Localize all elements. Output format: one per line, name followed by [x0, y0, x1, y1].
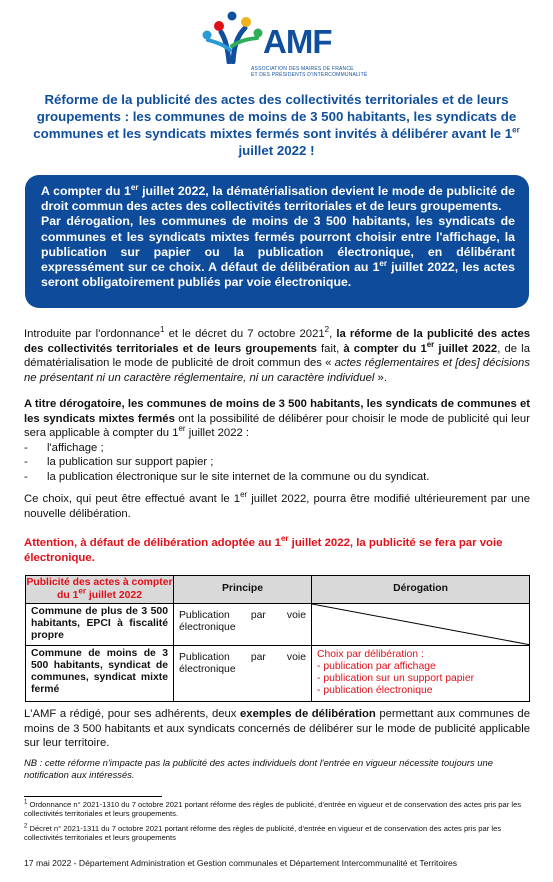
nb-note: NB : cette réforme n'impacte pas la publicité des actes individuels dont l'entrée en vigueur nécessite toujours une notification aux intéressés. [24, 757, 493, 780]
list-item: - la publication électronique sur le site internet de la commune ou du syndicat. [24, 470, 530, 485]
footnote-2: $^2$ Décret n° 2021-1311 du 7 octobre 2021 portant réforme des règles de publicité, d'entrée en vigueur et de conservation des actes pris par les collectivités territoriales et leurs groupements [24, 823, 502, 843]
table-header-publicity: Publicité des actes à compter du 1er juillet 2022 [26, 576, 174, 604]
intro-paragraph: Introduite par l'ordonnance$^1$ et le décret du 7 octobre 2021$^2$, la réforme de la publicité des actes des collectivités territoriales et de leurs groupements fait, à compter du 1er juillet 2022, de la dématérialisation le mode de publicité de droit commun des « actes réglementaires et [des] décisions ne présentant ni un caractère réglementaire, ni un caractère individuel ». [24, 325, 531, 384]
footnote-1: $^1$ Ordonnance n° 2021-1310 du 7 octobre 2021 portant réforme des règles de publicité, d'entrée en vigueur et de conservation des actes pris par les collectivités territoriales et leurs groupements. [24, 799, 522, 819]
logo-wordmark: AMF [263, 23, 332, 60]
table-header-row [26, 576, 530, 604]
logo-tagline: ASSOCIATION DES MAIRES DE FRANCE ET DES PRÉSIDENTS D'INTERCOMMUNALITÉ [251, 66, 368, 78]
diagonal-strike [312, 604, 529, 645]
table-cell-principle: Publication par voie électronique [174, 645, 312, 701]
table-header-derogation: Dérogation [312, 576, 530, 604]
table-header-principle: Principe [174, 576, 312, 604]
list-item: - l'affichage ; [24, 441, 530, 456]
table-row [26, 604, 530, 646]
list-item: - la publication sur support papier ; [24, 455, 530, 470]
amf-examples-paragraph: L'AMF a rédigé, pour ses adhérents, deux exemples de délibération permettant aux communes de moins de 3 500 habitants et aux syndicats concernés de délibérer sur le mode de publicité applicable sur leur territoire. [24, 708, 531, 750]
table-cell-empty-diagonal [312, 604, 530, 646]
derogation-options-list [24, 441, 530, 485]
publicity-table [25, 575, 530, 702]
amf-logo [199, 6, 368, 84]
table-cell-derogation: Choix par délibération : - publication par affichage - publication sur un support papier - publication électronique [312, 645, 530, 701]
summary-paragraph-1: A compter du 1er juillet 2022, la dématérialisation devient le mode de publicité de droit commun des actes des collectivités territoriales et de leurs groupements. [41, 182, 515, 214]
table-cell-category: Commune de moins de 3 500 habitants, syndicat de communes, syndicat mixte fermé [26, 645, 174, 701]
tree-figures-icon [199, 6, 269, 64]
page-title: Réforme de la publicité des actes des collectivités territoriales et de leurs groupements : les communes de moins de 3 500 habitants, les syndicats de communes et les syndicats mixtes fermés sont invités à délibérer avant le 1er juillet 2022 ! [33, 92, 520, 158]
page-footer: 17 mai 2022 - Département Administration et Gestion communales et Département Intercommunalité et Territoires [24, 858, 458, 868]
summary-box [25, 175, 529, 308]
summary-paragraph-2: Par dérogation, les communes de moins de 3 500 habitants, les syndicats de communes et les syndicats mixtes fermés pourront choisir entre l'affichage, la publication sur papier ou la publication électronique, en délibérant expressément sur ce choix. A défaut de délibération au 1er juillet 2022, les actes seront obligatoirement publiés par voie électronique. [41, 214, 515, 290]
warning-text: Attention, à défaut de délibération adoptée au 1er juillet 2022, la publicité se fera par voie électronique. [24, 534, 503, 564]
choice-paragraph: Ce choix, qui peut être effectué avant le 1er juillet 2022, pourra être modifié ultérieurement par une nouvelle délibération. [24, 490, 530, 520]
table-row [26, 645, 530, 701]
derogation-paragraph: A titre dérogatoire, les communes de moins de 3 500 habitants, les syndicats de communes et les syndicats mixtes fermés ont la possibilité de délibérer pour choisir le mode de publicité qui leur sera applicable à compter du 1er juillet 2022 : - l'affichage ; - la publication sur support papier ; - la publication électronique sur le site internet de la commune ou du syndicat. [24, 397, 530, 485]
table-cell-principle: Publication par voie électronique [174, 604, 312, 646]
table-cell-category: Commune de plus de 3 500 habitants, EPCI à fiscalité propre [26, 604, 174, 646]
footnote-divider [24, 796, 162, 797]
